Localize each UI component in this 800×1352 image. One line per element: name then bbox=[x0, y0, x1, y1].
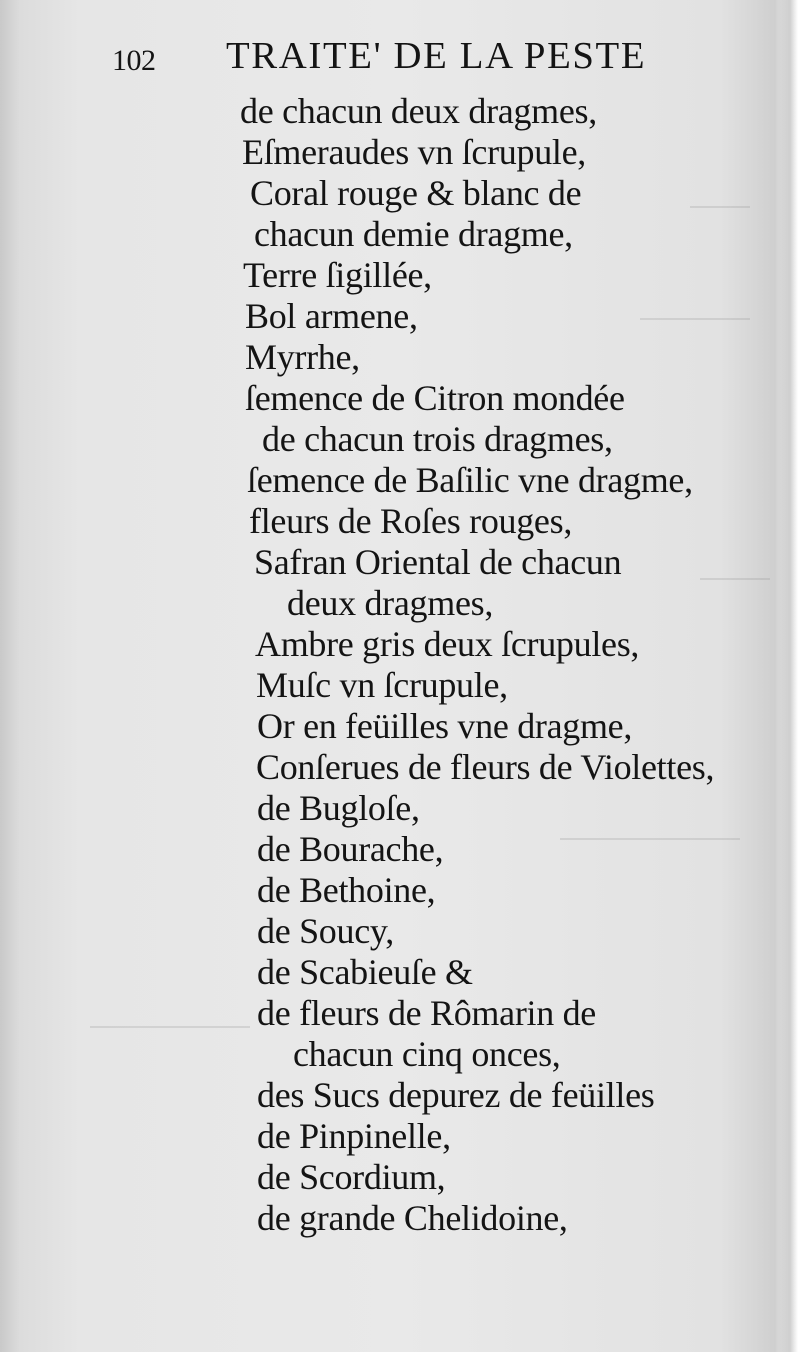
text-line: chacun cinq onces, bbox=[293, 1034, 561, 1074]
page-edge-shadow bbox=[778, 0, 800, 1352]
text-line: Conſerues de fleurs de Violettes, bbox=[256, 747, 715, 787]
text-line: de Scordium, bbox=[257, 1157, 446, 1197]
text-line: Bol armene, bbox=[245, 296, 418, 336]
text-line: Terre ſigillée, bbox=[243, 255, 432, 295]
show-through-mark bbox=[690, 182, 750, 208]
text-line: fleurs de Roſes rouges, bbox=[249, 501, 573, 541]
text-line: de chacun deux dragmes, bbox=[240, 91, 597, 131]
running-title: TRAITE' DE LA PESTE bbox=[226, 35, 647, 77]
text-line: de Bethoine, bbox=[257, 870, 436, 910]
text-line: de fleurs de Rômarin de bbox=[257, 993, 596, 1033]
text-line: de Bugloſe, bbox=[257, 788, 420, 828]
text-line: Myrrhe, bbox=[245, 337, 360, 377]
text-line: de Pinpinelle, bbox=[257, 1116, 451, 1156]
text-line: Muſc vn ſcrupule, bbox=[256, 665, 508, 705]
show-through-mark bbox=[700, 560, 770, 580]
text-line: chacun demie dragme, bbox=[254, 214, 573, 254]
text-line: de chacun trois dragmes, bbox=[262, 419, 613, 459]
text-line: de Bourache, bbox=[257, 829, 444, 869]
show-through-mark bbox=[90, 1010, 250, 1028]
show-through-mark bbox=[560, 820, 740, 840]
text-line: ſemence de Baſilic vne dragme, bbox=[247, 460, 693, 500]
page-header bbox=[110, 34, 760, 84]
text-line: ſemence de Citron mondée bbox=[245, 378, 625, 418]
text-line: Eſmeraudes vn ſcrupule, bbox=[242, 132, 586, 172]
text-line: de Soucy, bbox=[257, 911, 394, 951]
text-line: Safran Oriental de chacun bbox=[254, 542, 622, 582]
text-line: Ambre gris deux ſcrupules, bbox=[255, 624, 640, 664]
text-line: de Scabieuſe & bbox=[257, 952, 473, 992]
text-line: deux dragmes, bbox=[287, 583, 494, 623]
text-line: des Sucs depurez de feüilles bbox=[257, 1075, 655, 1115]
text-line: Or en feüilles vne dragme, bbox=[257, 706, 633, 746]
show-through-mark bbox=[640, 300, 750, 320]
text-line: de grande Chelidoine, bbox=[257, 1198, 568, 1238]
page-number: 102 bbox=[112, 44, 156, 77]
text-line: Coral rouge & blanc de bbox=[250, 173, 582, 213]
